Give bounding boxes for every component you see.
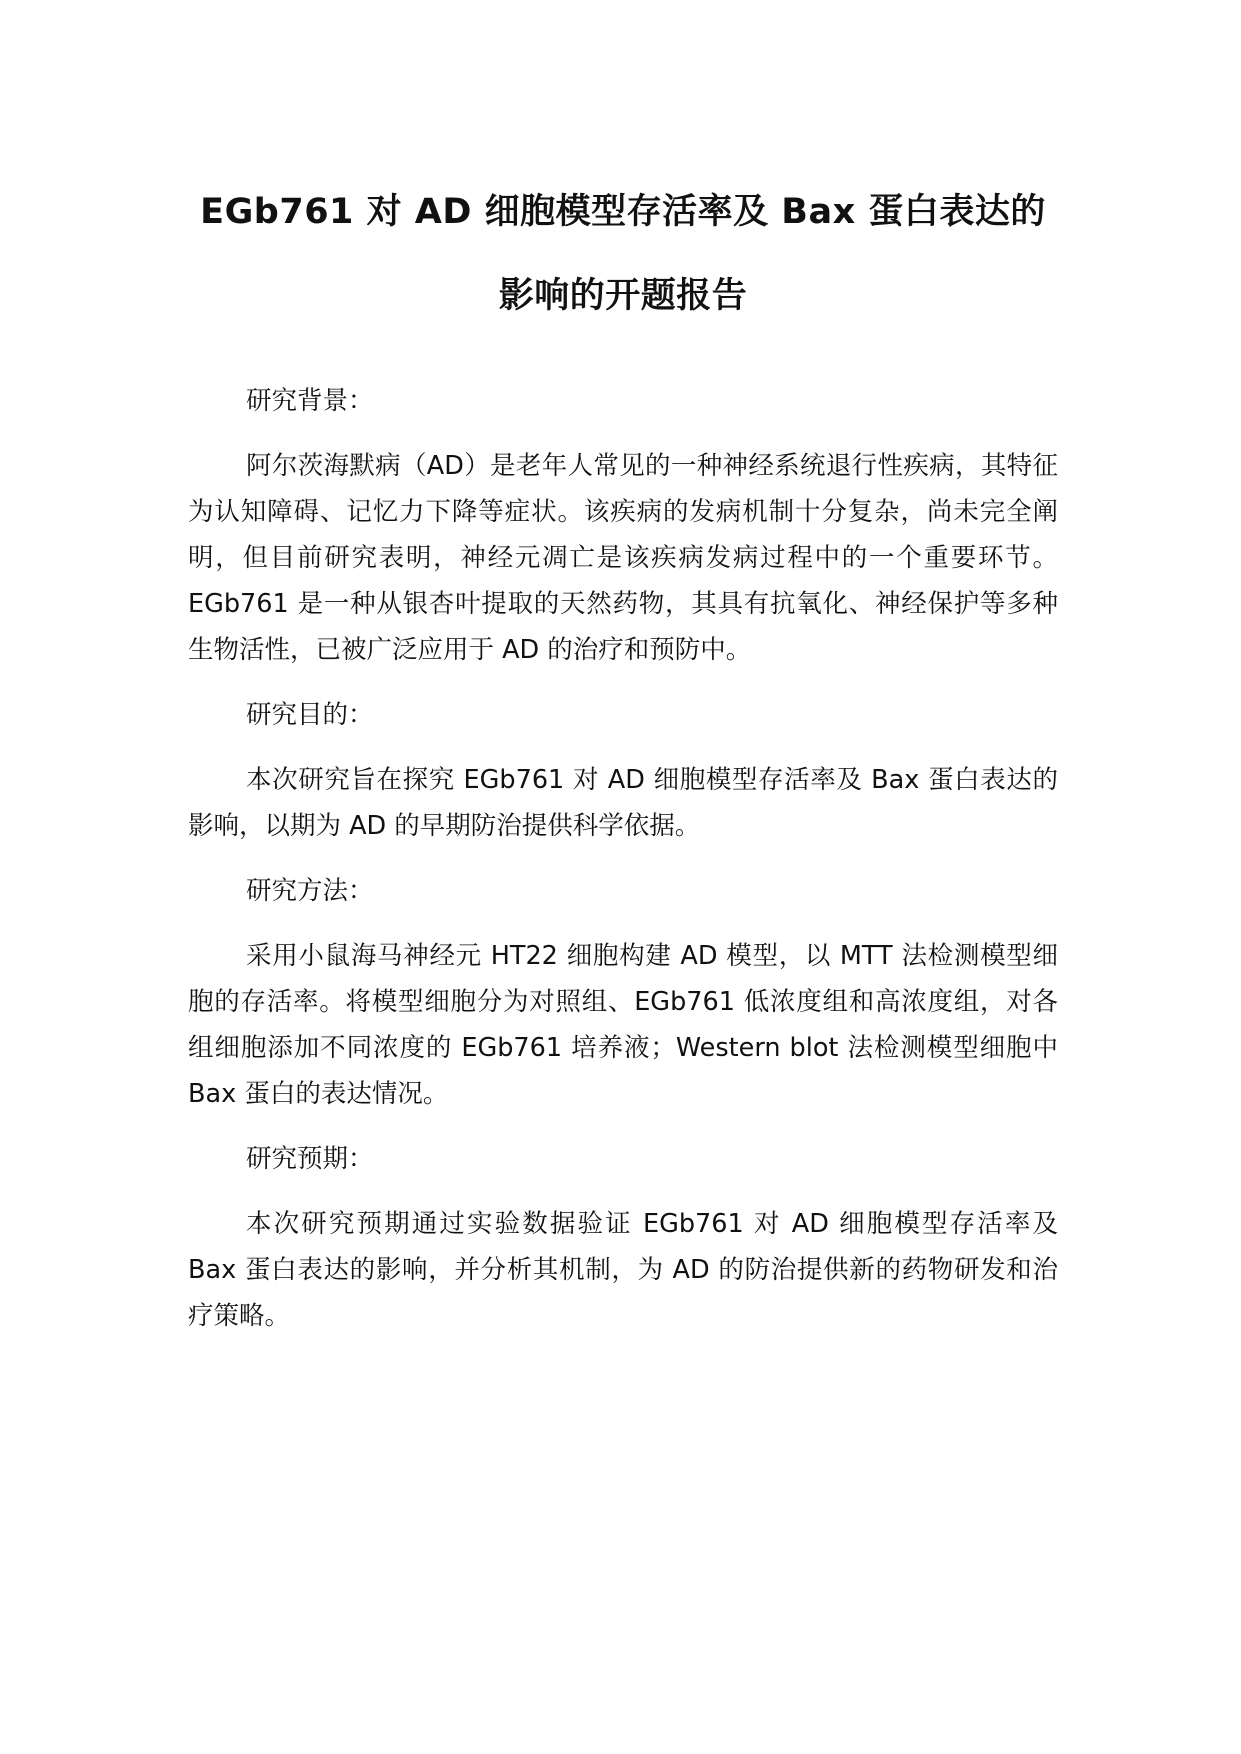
background-paragraph: 阿尔茨海默病（AD）是老年人常见的一种神经系统退行性疾病，其特征为认知障碍、记忆力下降等症状。该疾病的发病机制十分复杂，尚未完全阐明，但目前研究表明，神经元凋亡是该疾病发病过程中的一个重要环节。EGb761 是一种从银杏叶提取的天然药物，其具有抗氧化、神经保护等多种生物活性，已被广泛应用于 AD 的治疗和预防中。 (188, 451, 1058, 665)
title-line-1: EGb761 对 AD 细胞模型存活率及 Bax 蛋白表达的 (200, 192, 1046, 232)
expectation-paragraph: 本次研究预期通过实验数据验证 EGb761 对 AD 细胞模型存活率及 Bax 蛋白表达的影响，并分析其机制，为 AD 的防治提供新的药物研发和治疗策略。 (188, 1209, 1058, 1331)
purpose-heading: 研究目的： (246, 700, 374, 730)
background-heading: 研究背景： (246, 386, 374, 416)
title-line-2: 影响的开题报告 (498, 276, 748, 316)
methods-heading: 研究方法： (246, 876, 374, 906)
purpose-paragraph: 本次研究旨在探究 EGb761 对 AD 细胞模型存活率及 Bax 蛋白表达的影响，以期为 AD 的早期防治提供科学依据。 (188, 765, 1058, 841)
expectation-heading: 研究预期： (246, 1144, 374, 1174)
document-title (188, 170, 1058, 338)
methods-paragraph: 采用小鼠海马神经元 HT22 细胞构建 AD 模型，以 MTT 法检测模型细胞的存活率。将模型细胞分为对照组、EGb761 低浓度组和高浓度组，对各组细胞添加不同浓度的 EGb761 培养液；Western blot 法检测模型细胞中 Bax 蛋白的表达情况。 (188, 941, 1058, 1109)
document-body (188, 378, 1058, 1358)
